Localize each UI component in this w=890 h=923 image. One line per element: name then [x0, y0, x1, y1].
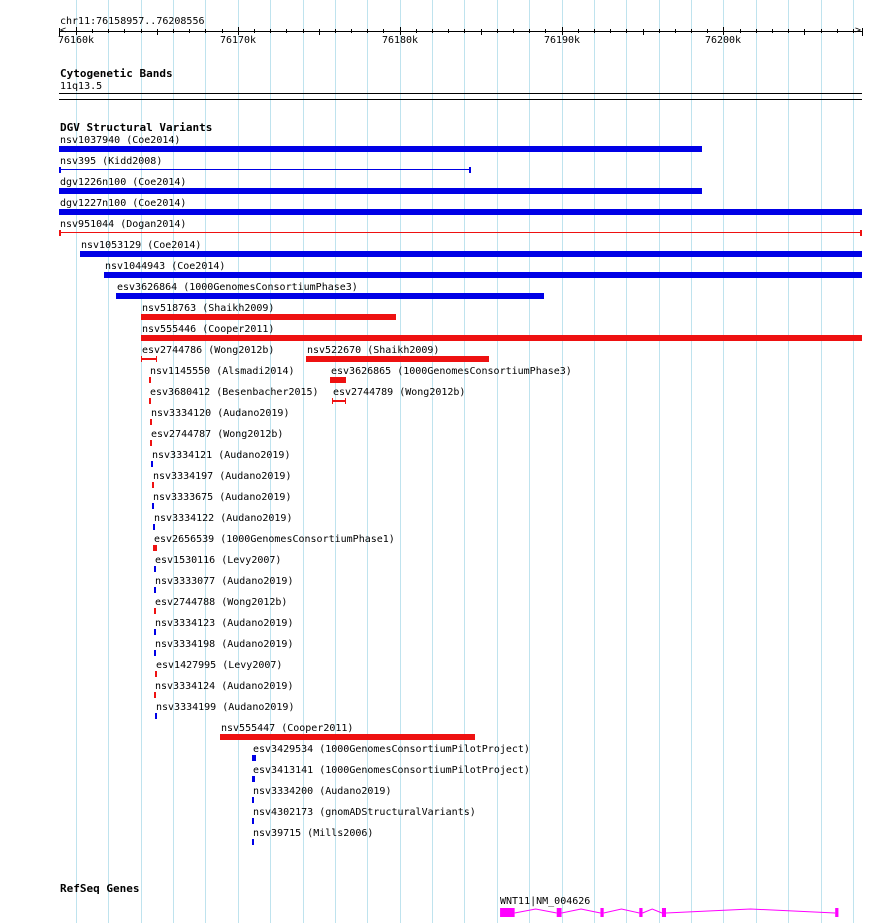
variant-label: esv1427995 (Levy2007): [156, 660, 283, 671]
gene-label: WNT11|NM_004626: [500, 896, 591, 907]
ruler-tick: [189, 29, 190, 33]
grid-line: [562, 0, 563, 923]
variant-label: esv3680412 (Besenbacher2015): [150, 387, 319, 398]
ruler-tick: [464, 29, 465, 33]
variant-bar-end: [860, 230, 862, 236]
variant-bar[interactable]: [154, 629, 156, 635]
variant-bar[interactable]: [252, 797, 254, 803]
variant-label: nsv3333077 (Audano2019): [155, 576, 294, 587]
variant-label: dgv1227n100 (Coe2014): [60, 198, 187, 209]
ruler-tick: [124, 29, 125, 33]
ruler-tick: [821, 29, 822, 33]
ruler-tick: [578, 29, 579, 33]
ruler-tick: [837, 29, 838, 33]
variant-label: nsv3334197 (Audano2019): [153, 471, 292, 482]
ruler-tick: [270, 29, 271, 33]
cytoband-line-bottom: [59, 99, 862, 100]
variant-bar[interactable]: [152, 482, 154, 488]
variant-label: esv2656539 (1000GenomesConsortiumPhase1): [154, 534, 395, 545]
grid-line: [756, 0, 757, 923]
grid-line: [335, 0, 336, 923]
variant-label: esv3429534 (1000GenomesConsortiumPilotProject): [253, 744, 530, 755]
variant-bar[interactable]: [252, 818, 254, 824]
ruler-tick-label: 76160k: [57, 35, 95, 46]
variant-bar-start: [59, 167, 61, 173]
ruler-axis: [59, 31, 862, 32]
variant-bar[interactable]: [154, 650, 156, 656]
variant-label: esv3413141 (1000GenomesConsortiumPilotProject): [253, 765, 530, 776]
grid-line: [659, 0, 660, 923]
ruler-tick: [756, 29, 757, 33]
ruler-region-label: chr11:76158957..76208556: [60, 16, 205, 27]
variant-bar-start: [141, 356, 142, 362]
variant-bar[interactable]: [154, 692, 156, 698]
gene-intron: [562, 909, 601, 913]
ruler-tick: [545, 29, 546, 33]
ruler-tick: [205, 29, 206, 33]
cytoband-track-title: Cytogenetic Bands: [60, 67, 173, 80]
variant-bar-end: [469, 167, 471, 173]
grid-line: [238, 0, 239, 923]
variant-bar[interactable]: [116, 293, 543, 299]
ruler-tick: [804, 29, 805, 35]
gene-exon: [500, 908, 515, 917]
variant-bar[interactable]: [59, 146, 702, 152]
variant-label: esv2744787 (Wong2012b): [151, 429, 284, 440]
variant-label: nsv1145550 (Alsmadi2014): [150, 366, 295, 377]
grid-line: [594, 0, 595, 923]
variant-bar[interactable]: [141, 314, 397, 320]
ruler-tick: [416, 29, 417, 33]
ruler-tick: [610, 29, 611, 33]
ruler-tick: [691, 29, 692, 33]
ruler-tick: [772, 29, 773, 33]
ruler-tick: [626, 29, 627, 33]
variant-bar[interactable]: [150, 440, 152, 446]
ruler-end-tick: [862, 28, 863, 36]
variant-bar[interactable]: [141, 358, 156, 360]
variant-label: nsv3334122 (Audano2019): [154, 513, 293, 524]
ruler-arrow-right: >: [855, 25, 862, 36]
variant-label: nsv555447 (Cooper2011): [221, 723, 354, 734]
gene-intron: [515, 909, 557, 913]
variant-bar[interactable]: [150, 419, 152, 425]
variant-bar[interactable]: [154, 587, 156, 593]
variant-label: nsv3334199 (Audano2019): [156, 702, 295, 713]
variant-label: esv3626864 (1000GenomesConsortiumPhase3): [117, 282, 358, 293]
variant-bar[interactable]: [252, 776, 254, 782]
grid-line: [691, 0, 692, 923]
variant-label: nsv3334120 (Audano2019): [151, 408, 290, 419]
variant-label: nsv3334200 (Audano2019): [253, 786, 392, 797]
grid-line: [788, 0, 789, 923]
ruler-tick: [643, 29, 644, 35]
ruler-tick: [481, 29, 482, 35]
gene-exon: [639, 908, 642, 917]
ruler-tick: [675, 29, 676, 33]
ruler-arrow-left: <: [60, 25, 67, 36]
ruler-tick: [319, 29, 320, 35]
variant-bar[interactable]: [149, 377, 151, 383]
variant-label: esv3626865 (1000GenomesConsortiumPhase3): [331, 366, 572, 377]
gene-exon: [662, 908, 666, 917]
variant-bar[interactable]: [220, 734, 475, 740]
refseq-track-title: RefSeq Genes: [60, 882, 140, 895]
ruler-tick: [707, 29, 708, 33]
gene-exon: [835, 908, 838, 917]
variant-bar[interactable]: [332, 400, 347, 402]
gene-exon: [600, 908, 603, 917]
gene-intron: [604, 909, 640, 913]
variant-label: nsv4302173 (gnomADStructuralVariants): [253, 807, 476, 818]
ruler-tick-label: 76200k: [704, 35, 742, 46]
ruler-tick: [497, 29, 498, 33]
gene-intron: [643, 909, 662, 913]
ruler-tick: [659, 29, 660, 33]
variant-bar[interactable]: [59, 188, 702, 194]
dgv-track-title: DGV Structural Variants: [60, 121, 213, 134]
ruler-tick: [351, 29, 352, 33]
ruler-tick-label: 76170k: [219, 35, 257, 46]
ruler-tick-label: 76190k: [543, 35, 581, 46]
variant-bar[interactable]: [141, 335, 862, 341]
grid-line: [270, 0, 271, 923]
variant-bar[interactable]: [153, 545, 156, 551]
variant-label: esv2744786 (Wong2012b): [142, 345, 275, 356]
variant-bar[interactable]: [154, 608, 156, 614]
ruler-tick: [335, 29, 336, 33]
variant-bar[interactable]: [59, 169, 471, 170]
variant-label: dgv1226n100 (Coe2014): [60, 177, 187, 188]
ruler-tick: [222, 29, 223, 33]
grid-line: [432, 0, 433, 923]
variant-bar[interactable]: [154, 566, 156, 572]
ruler-tick: [448, 29, 449, 33]
ruler-tick: [303, 29, 304, 33]
grid-line: [853, 0, 854, 923]
variant-label: nsv3334198 (Audano2019): [155, 639, 294, 650]
variant-label: nsv3334123 (Audano2019): [155, 618, 294, 629]
variant-bar[interactable]: [330, 377, 346, 383]
variant-bar[interactable]: [152, 503, 154, 509]
variant-bar-start: [332, 398, 333, 404]
variant-bar[interactable]: [59, 209, 862, 215]
variant-bar[interactable]: [252, 755, 255, 761]
variant-label: nsv395 (Kidd2008): [60, 156, 163, 167]
ruler-tick: [141, 29, 142, 33]
variant-bar[interactable]: [59, 232, 862, 233]
gene-exon: [557, 908, 562, 917]
ruler-tick: [76, 27, 77, 35]
ruler-tick: [92, 29, 93, 33]
ruler-tick: [173, 29, 174, 33]
grid-line: [303, 0, 304, 923]
variant-label: esv2744788 (Wong2012b): [155, 597, 288, 608]
ruler-tick: [723, 27, 724, 35]
ruler-tick: [562, 27, 563, 35]
grid-line: [529, 0, 530, 923]
grid-line: [464, 0, 465, 923]
ruler-tick: [367, 29, 368, 33]
variant-label: nsv1037940 (Coe2014): [60, 135, 181, 146]
grid-line: [723, 0, 724, 923]
ruler-tick: [254, 29, 255, 33]
variant-label: nsv1044943 (Coe2014): [105, 261, 226, 272]
variant-bar[interactable]: [306, 356, 489, 362]
variant-bar[interactable]: [80, 251, 862, 257]
gene-intron: [666, 909, 835, 913]
ruler-tick: [432, 29, 433, 33]
variant-label: nsv555446 (Cooper2011): [142, 324, 275, 335]
gene-model[interactable]: [0, 903, 890, 923]
grid-line: [821, 0, 822, 923]
grid-line: [626, 0, 627, 923]
ruler-tick: [513, 29, 514, 33]
cytoband-line-top: [59, 93, 862, 94]
variant-label: esv2744789 (Wong2012b): [333, 387, 466, 398]
variant-bar[interactable]: [151, 461, 153, 467]
grid-line: [400, 0, 401, 923]
ruler-tick: [238, 27, 239, 35]
variant-bar-start: [59, 230, 61, 236]
variant-label: nsv522670 (Shaikh2009): [307, 345, 440, 356]
variant-bar[interactable]: [104, 272, 862, 278]
grid-line: [367, 0, 368, 923]
variant-bar-end: [156, 356, 157, 362]
variant-label: nsv3334124 (Audano2019): [155, 681, 294, 692]
ruler-tick: [740, 29, 741, 33]
variant-label: nsv39715 (Mills2006): [253, 828, 374, 839]
variant-label: esv1530116 (Levy2007): [155, 555, 282, 566]
variant-bar[interactable]: [155, 671, 157, 677]
variant-label: nsv951044 (Dogan2014): [60, 219, 187, 230]
variant-label: nsv3334121 (Audano2019): [152, 450, 291, 461]
grid-line: [497, 0, 498, 923]
ruler-tick: [788, 29, 789, 33]
variant-bar-end: [345, 398, 346, 404]
ruler-tick: [286, 29, 287, 33]
variant-label: nsv518763 (Shaikh2009): [142, 303, 275, 314]
ruler-tick: [594, 29, 595, 33]
variant-bar[interactable]: [153, 524, 155, 530]
variant-label: nsv3333675 (Audano2019): [153, 492, 292, 503]
variant-bar[interactable]: [252, 839, 254, 845]
variant-label: nsv1053129 (Coe2014): [81, 240, 202, 251]
variant-bar[interactable]: [155, 713, 157, 719]
ruler-tick: [400, 27, 401, 35]
ruler-tick: [108, 29, 109, 33]
variant-bar[interactable]: [149, 398, 151, 404]
grid-line: [205, 0, 206, 923]
ruler-tick: [383, 29, 384, 33]
ruler-tick: [157, 29, 158, 35]
ruler-tick: [853, 29, 854, 33]
ruler-tick: [529, 29, 530, 33]
ruler-tick-label: 76180k: [381, 35, 419, 46]
cytoband-label: 11q13.5: [60, 81, 103, 92]
